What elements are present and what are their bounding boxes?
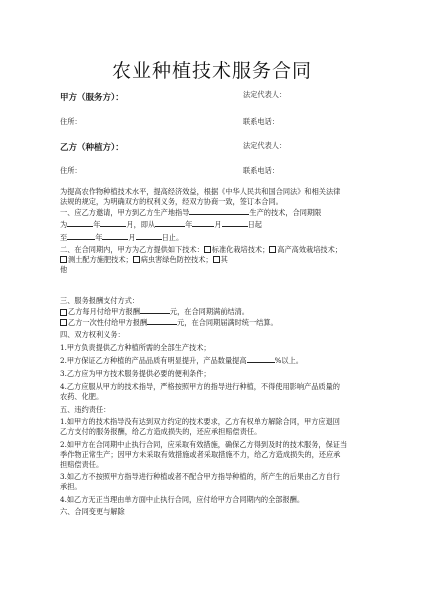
section-3-option-1	[60, 306, 378, 317]
s2-opt: 测土配方施肥技术；	[68, 254, 133, 264]
section-1-line-1	[60, 207, 378, 218]
s2-opt: 其	[220, 254, 228, 264]
checkbox-monthly[interactable]	[60, 309, 67, 316]
section-4-item-4a: 4.乙方应服从甲方的技术指导，严格按照甲方的指导进行种植，不得使用影响产品质量的	[60, 381, 340, 391]
months-blank[interactable]	[100, 219, 126, 227]
section-5-p2a: 2.如甲方在合同期中止执行合同，应采取有效措施，确保乙方得到及时的技术服务，保证当	[60, 439, 348, 449]
section-4-item-1: 1.甲方负责提供乙方种植所需的全部生产技术；	[60, 342, 211, 352]
s4-text: %以上。	[274, 356, 303, 366]
checkbox-other[interactable]	[213, 256, 220, 263]
section-4-title: 四、双方权利义务：	[60, 329, 125, 339]
start-year-blank[interactable]	[155, 219, 185, 227]
section-4-item-3: 3.乙方应为甲方技术服务提供必要的便利条件；	[60, 369, 211, 379]
section-5-p1a: 1.如甲方的技术指导没有达到双方约定的技术要求，乙方有权单方解除合同，甲方应退回	[60, 417, 340, 427]
s1-text: 为	[60, 220, 68, 230]
section-3-option-2	[60, 317, 378, 328]
checkbox-pest-control[interactable]	[133, 256, 140, 263]
s1-text: 月，即从	[126, 220, 156, 230]
start-day-blank[interactable]	[222, 219, 248, 227]
s3-text: 乙方每月付给甲方报酬	[68, 307, 140, 317]
crop-blank[interactable]	[189, 207, 249, 215]
party-a-rep-label: 法定代表人：	[243, 90, 287, 99]
section-6-title: 六、合同变更与解除	[60, 506, 125, 516]
section-5-p3a: 3.如乙方不按照甲方指导进行种植或者不配合甲方指导种植的，所产生的后果由乙方自行	[60, 472, 340, 482]
s3-text: 元，在合同期满前结清。	[169, 307, 249, 317]
s1-text: 年	[93, 220, 101, 230]
section-5-p1b: 乙方支付的服务报酬，给乙方造成损失的，还应承担赔偿责任。	[60, 427, 262, 437]
s2-opt: 标准化栽培技术；	[211, 244, 270, 254]
s1-text: 日止。	[161, 233, 184, 243]
end-month-blank[interactable]	[102, 232, 128, 240]
lump-sum-blank[interactable]	[147, 317, 177, 325]
section-3-title: 三、服务报酬支付方式：	[60, 296, 140, 306]
section-5-p2b: 季作物正常生产；因甲方未采取有效措施或者采取措施不力，给乙方造成损失的，还应承	[60, 449, 341, 459]
checkbox-soil-test[interactable]	[60, 256, 67, 263]
party-b-label: 乙方（种植方）：	[60, 143, 124, 153]
section-2-line-2	[60, 255, 378, 265]
party-b-rep-label: 法定代表人：	[243, 141, 287, 150]
section-5-title: 五、违约责任：	[60, 404, 111, 414]
s2-opt: 高产高效栽培技术；	[277, 244, 342, 254]
checkbox-lump-sum[interactable]	[60, 319, 67, 326]
section-5-p3b: 承担。	[60, 482, 82, 492]
party-a-address-label: 住所：	[60, 117, 82, 126]
page-title: 农业种植技术服务合同	[111, 60, 312, 82]
monthly-fee-blank[interactable]	[140, 306, 170, 314]
contract-body	[60, 187, 378, 517]
section-4-item-2	[60, 355, 378, 366]
s1-text: 日起	[247, 220, 262, 230]
intro-line-1: 为提高农作物种植技术水平，提高经济效益，根据《中华人民共和国合同法》和相关法律	[60, 187, 341, 196]
years-blank[interactable]	[67, 219, 93, 227]
party-b-phone-label: 联系电话：	[243, 166, 279, 175]
yield-percent-blank[interactable]	[247, 355, 275, 363]
party-a-phone-label: 联系电话：	[243, 117, 279, 126]
section-4-item-4b: 农药、化肥。	[60, 391, 104, 401]
start-month-blank[interactable]	[192, 219, 214, 227]
section-2-line-3: 他	[60, 264, 68, 274]
s4-text: 2.甲方保证乙方种植的产品品质有明显提升，产品数量提高	[60, 356, 247, 366]
s1-text: 生产的技术，合同期限	[249, 207, 322, 217]
end-year-blank[interactable]	[67, 232, 95, 240]
s1-text: 一、应乙方邀请，甲方到乙方生产地指导	[60, 207, 190, 217]
s3-text: 乙方一次性付给甲方报酬	[68, 317, 148, 327]
checkbox-high-yield[interactable]	[269, 246, 276, 253]
section-5-p2c: 担赔偿责任。	[60, 459, 104, 469]
section-2-line-1	[60, 245, 378, 255]
s1-text: 年	[95, 233, 103, 243]
section-1-line-3	[60, 232, 378, 243]
s2-opt: 病虫害绿色防控技术；	[140, 254, 213, 264]
end-day-blank[interactable]	[136, 232, 162, 240]
party-a-label: 甲方（服务方）：	[60, 93, 124, 103]
section-1-line-2	[60, 219, 378, 230]
s1-text: 月	[214, 220, 222, 230]
s1-text: 至	[60, 233, 68, 243]
party-b-address-label: 住所：	[60, 166, 82, 175]
s3-text: 元，在合同期届满时统一结算。	[177, 317, 278, 327]
checkbox-standard[interactable]	[204, 246, 211, 253]
s1-text: 月	[128, 233, 136, 243]
s1-text: 年	[185, 220, 193, 230]
section-5-p4: 4.如乙方无正当理由单方面中止执行合同，应付给甲方合同期内的全部报酬。	[60, 494, 305, 504]
intro-line-2: 法规的规定，为明确双方的权利义务，经双方协商一致，签订本合同。	[60, 196, 283, 206]
s2-text: 二、在合同期内，甲方为乙方提供如下技术：	[60, 244, 204, 254]
